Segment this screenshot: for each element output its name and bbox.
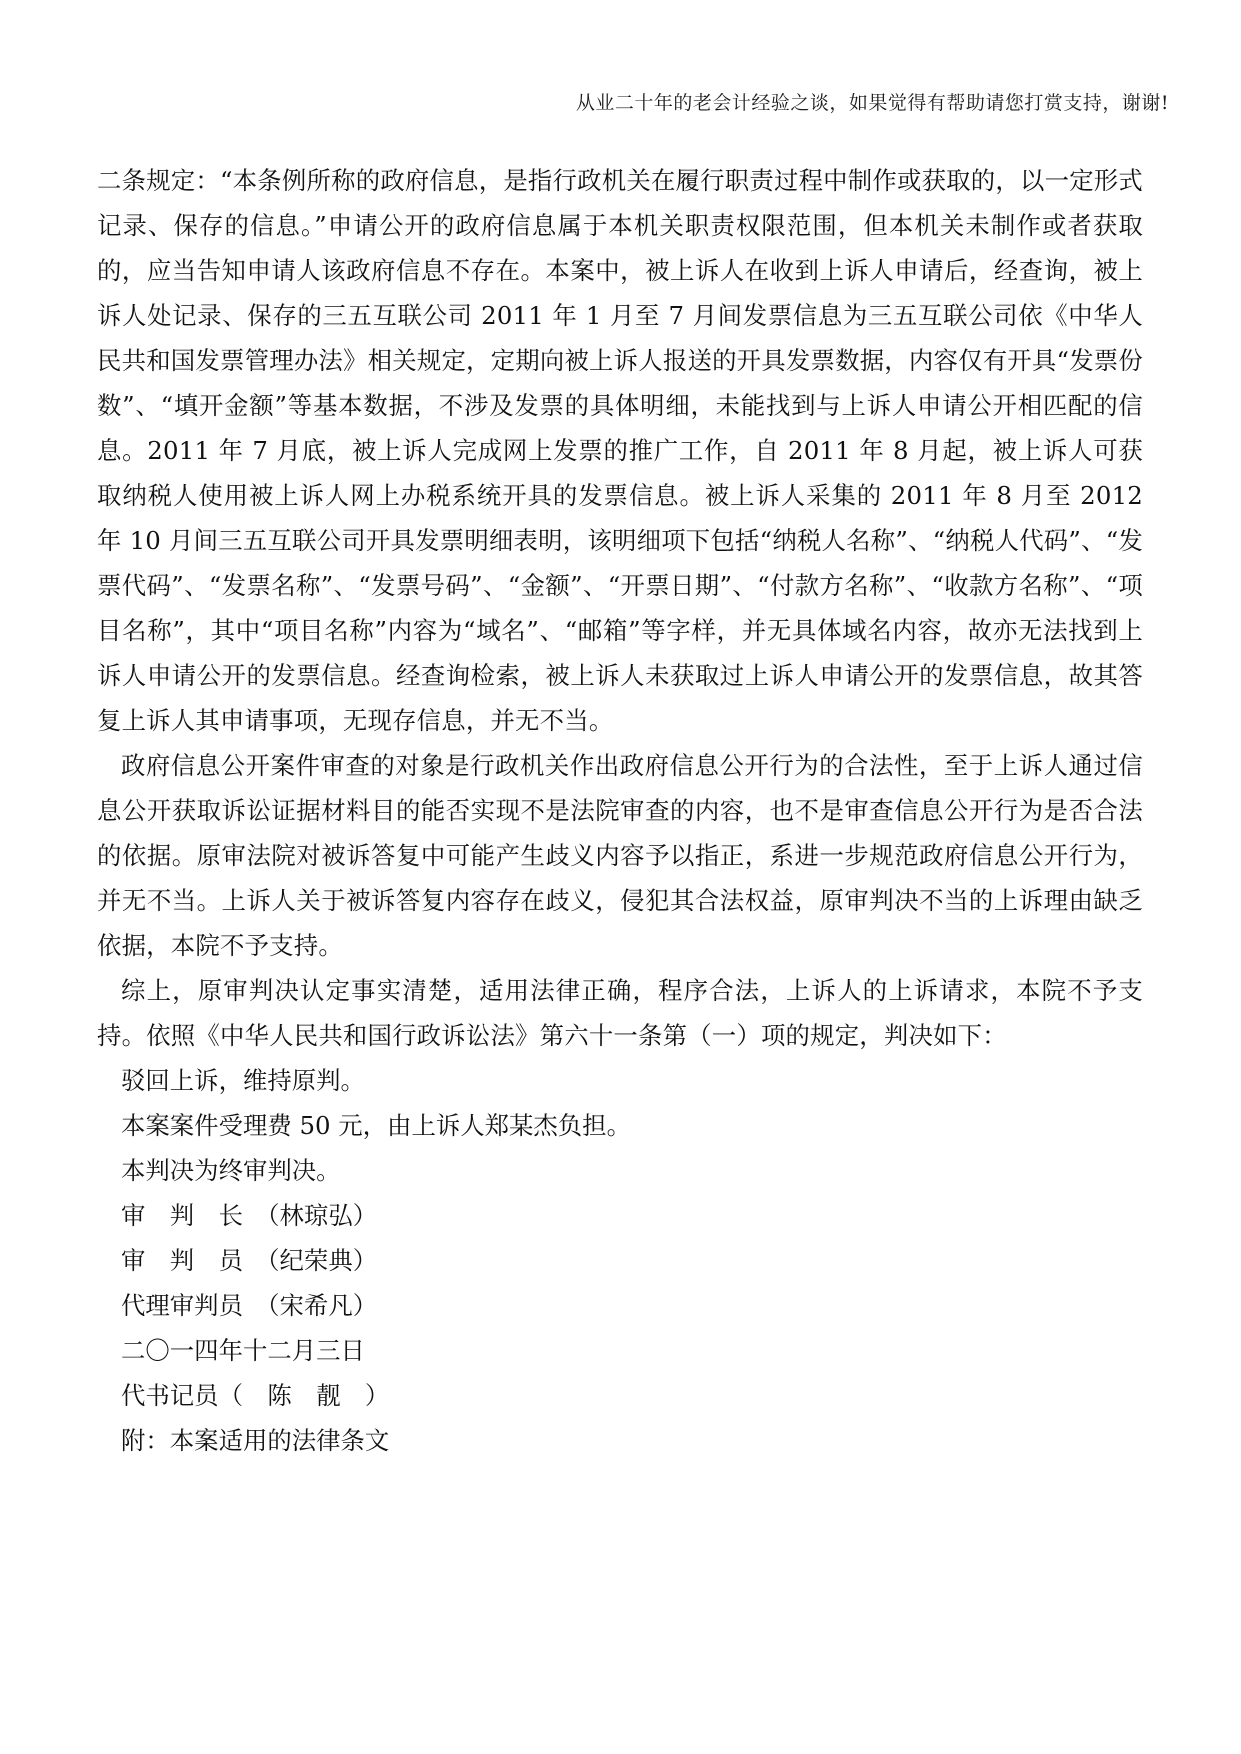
clerk-line: 代书记员（ 陈 靓 ） — [121, 1381, 390, 1410]
paragraph-conclusion: 综上，原审判决认定事实清楚，适用法律正确，程序合法，上诉人的上诉请求，本院不予支持。依照《中华人民共和国行政诉讼法》第六十一条第（一）项的规定，判决如下： — [97, 976, 1143, 1050]
acting-judge-line: 代理审判员 （宋希凡） — [121, 1291, 378, 1320]
judgment-line: 驳回上诉，维持原判。 — [121, 1066, 365, 1095]
fee-line: 本案案件受理费 50 元，由上诉人郑某杰负担。 — [121, 1111, 631, 1140]
judge-line: 审 判 员 （纪荣典） — [121, 1246, 378, 1275]
paragraph-review-scope: 政府信息公开案件审查的对象是行政机关作出政府信息公开行为的合法性，至于上诉人通过信息公开获取诉讼证据材料目的能否实现不是法院审查的内容，也不是审查信息公开行为是否合法的依据。原审法院对被诉答复中可能产生歧义内容予以指正，系进一步规范政府信息公开行为，并无不当。上诉人关于被诉答复内容存在歧义，侵犯其合法权益，原审判决不当的上诉理由缺乏依据，本院不予支持。 — [97, 751, 1143, 960]
final-judgment-line: 本判决为终审判决。 — [121, 1156, 341, 1185]
presiding-judge-line: 审 判 长 （林琼弘） — [121, 1201, 378, 1230]
header-note: 从业二十年的老会计经验之谈，如果觉得有帮助请您打赏支持，谢谢! — [575, 92, 1169, 114]
document-body — [97, 158, 1143, 1463]
date-line: 二〇一四年十二月三日 — [121, 1336, 365, 1365]
appendix-line: 附：本案适用的法律条文 — [121, 1426, 390, 1455]
paragraph-continued: 二条规定：“本条例所称的政府信息，是指行政机关在履行职责过程中制作或获取的，以一定形式记录、保存的信息。”申请公开的政府信息属于本机关职责权限范围，但本机关未制作或者获取的，应当告知申请人该政府信息不存在。本案中，被上诉人在收到上诉人申请后，经查询，被上诉人处记录、保存的三五互联公司 2011 年 1 月至 7 月间发票信息为三五互联公司依《中华人民共和国发票管理办法》相关规定，定期向被上诉人报送的开具发票数据，内容仅有开具“发票份数”、“填开金额”等基本数据，不涉及发票的具体明细，未能找到与上诉人申请公开相匹配的信息。2011 年 7 月底，被上诉人完成网上发票的推广工作，自 2011 年 8 月起，被上诉人可获取纳税人使用被上诉人网上办税系统开具的发票信息。被上诉人采集的 2011 年 8 月至 2012 年 10 月间三五互联公司开具发票明细表明，该明细项下包括“纳税人名称”、“纳税人代码”、“发票代码”、“发票名称”、“发票号码”、“金额”、“开票日期”、“付款方名称”、“收款方名称”、“项目名称”，其中“项目名称”内容为“域名”、“邮箱”等字样，并无具体域名内容，故亦无法找到上诉人申请公开的发票信息。经查询检索，被上诉人未获取过上诉人申请公开的发票信息，故其答复上诉人其申请事项，无现存信息，并无不当。 — [97, 166, 1143, 735]
